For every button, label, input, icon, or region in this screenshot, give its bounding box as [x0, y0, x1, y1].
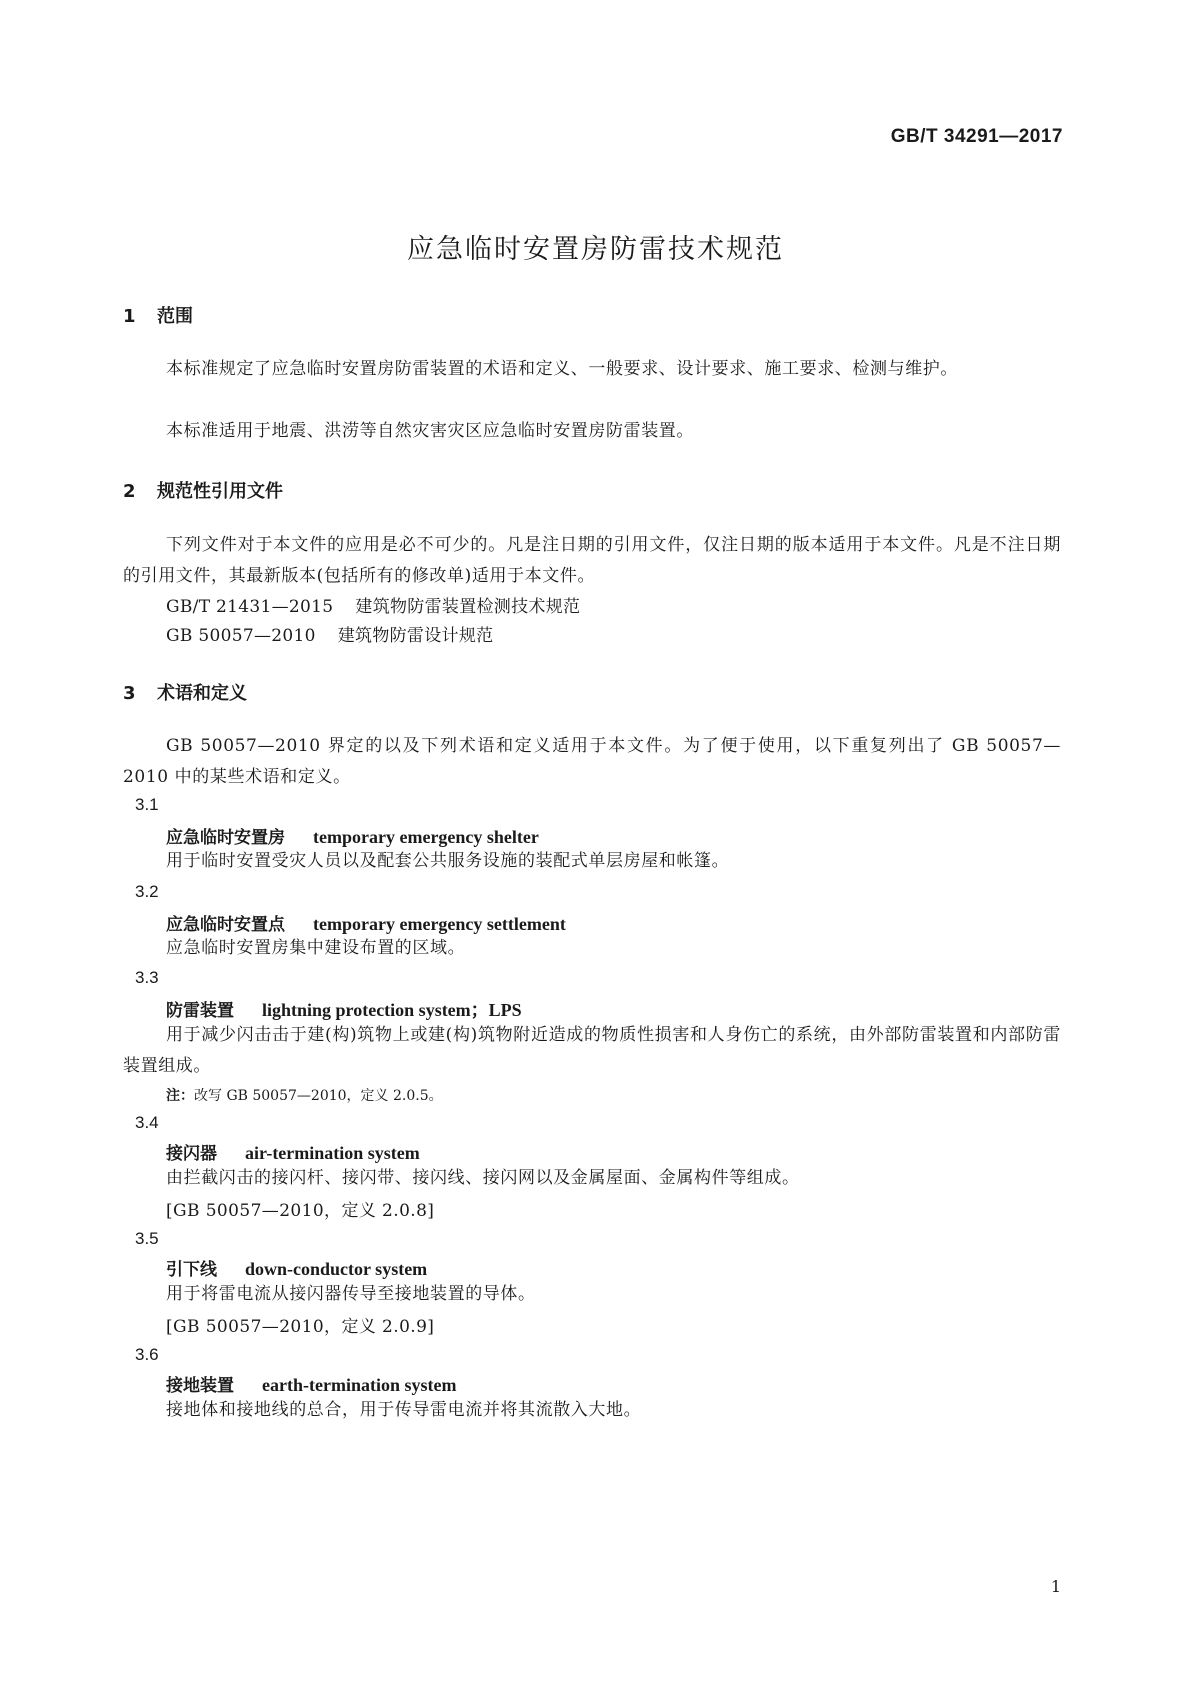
term-definition: 接地体和接地线的总合，用于传导雷电流并将其流散入大地。 [166, 1400, 642, 1420]
term-number: 3.4 [135, 1113, 159, 1132]
reference-name: 建筑物防雷设计规范 [337, 626, 494, 646]
note-text: 改写 GB 50057—2010，定义 2.0.5。 [194, 1088, 443, 1104]
term-chinese: 接闪器 [166, 1144, 217, 1164]
term-number: 3.5 [135, 1229, 159, 1248]
reference-name: 建筑物防雷装置检测技术规范 [355, 597, 581, 617]
term-english: earth-termination system [262, 1375, 457, 1395]
reference-code: GB/T 21431—2015 [166, 597, 334, 617]
term-chinese: 防雷装置 [166, 1001, 234, 1021]
scope-paragraph-2: 本标准适用于地震、洪涝等自然灾害灾区应急临时安置房防雷装置。 [166, 421, 694, 441]
term-english: temporary emergency shelter [313, 827, 539, 847]
term-heading [166, 910, 566, 935]
reference-item [166, 621, 493, 646]
reference-item [166, 592, 580, 617]
section-title: 术语和定义 [157, 683, 247, 704]
section-title: 范围 [157, 306, 193, 327]
section-heading-normative-references [123, 477, 283, 503]
term-chinese: 引下线 [166, 1260, 217, 1280]
term-number: 3.6 [135, 1345, 159, 1364]
term-heading [166, 1139, 420, 1164]
term-source: [GB 50057—2010，定义 2.0.8] [166, 1201, 435, 1221]
term-chinese: 应急临时安置房 [166, 828, 285, 848]
term-number: 3.3 [135, 968, 159, 987]
section-number: 3 [123, 683, 136, 704]
term-number: 3.1 [135, 795, 159, 814]
term-definition: 用于临时安置受灾人员以及配套公共服务设施的装配式单层房屋和帐篷。 [166, 851, 730, 871]
terms-intro-paragraph: GB 50057—2010 界定的以及下列术语和定义适用于本文件。为了便于使用，以下重复列出了 GB 50057—2010 中的某些术语和定义。 [123, 736, 1061, 787]
term-chinese: 接地装置 [166, 1376, 234, 1396]
note-label: 注： [166, 1088, 194, 1104]
term-definition: 应急临时安置房集中建设布置的区域。 [166, 938, 466, 958]
section-heading-terms-definitions [123, 679, 247, 705]
section-number: 2 [123, 481, 136, 502]
term-note [166, 1085, 443, 1105]
term-definition: 由拦截闪击的接闪杆、接闪带、接闪线、接闪网以及金属屋面、金属构件等组成。 [166, 1168, 800, 1188]
references-paragraph: 下列文件对于本文件的应用是必不可少的。凡是注日期的引用文件，仅注日期的版本适用于本文件。凡是不注日期的引用文件，其最新版本(包括所有的修改单)适用于本文件。 [123, 535, 1061, 586]
term-definition: 用于将雷电流从接闪器传导至接地装置的导体。 [166, 1284, 536, 1304]
term-english: air-termination system [245, 1143, 420, 1163]
term-chinese: 应急临时安置点 [166, 915, 285, 935]
term-english: down-conductor system [245, 1259, 428, 1279]
page-number: 1 [1050, 1577, 1061, 1596]
scope-paragraph-1: 本标准规定了应急临时安置房防雷装置的术语和定义、一般要求、设计要求、施工要求、检测与维护。 [166, 359, 958, 379]
term-english: temporary emergency settlement [313, 914, 566, 934]
term-source: [GB 50057—2010，定义 2.0.9] [166, 1317, 435, 1337]
section-title: 规范性引用文件 [157, 481, 283, 502]
term-definition: 用于减少闪击击于建(构)筑物上或建(构)筑物附近造成的物质性损害和人身伤亡的系统，由外部防雷装置和内部防雷装置组成。 [123, 1025, 1061, 1076]
reference-code: GB 50057—2010 [166, 626, 316, 646]
term-heading [166, 823, 539, 848]
section-number: 1 [123, 306, 136, 327]
term-heading [166, 1255, 427, 1280]
term-heading [166, 996, 522, 1022]
term-heading [166, 1371, 456, 1396]
document-title: 应急临时安置房防雷技术规范 [407, 234, 784, 265]
section-heading-scope [123, 302, 193, 328]
term-english: lightning protection system；LPS [262, 1000, 522, 1020]
standard-code: GB/T 34291—2017 [890, 126, 1063, 147]
term-number: 3.2 [135, 882, 159, 901]
